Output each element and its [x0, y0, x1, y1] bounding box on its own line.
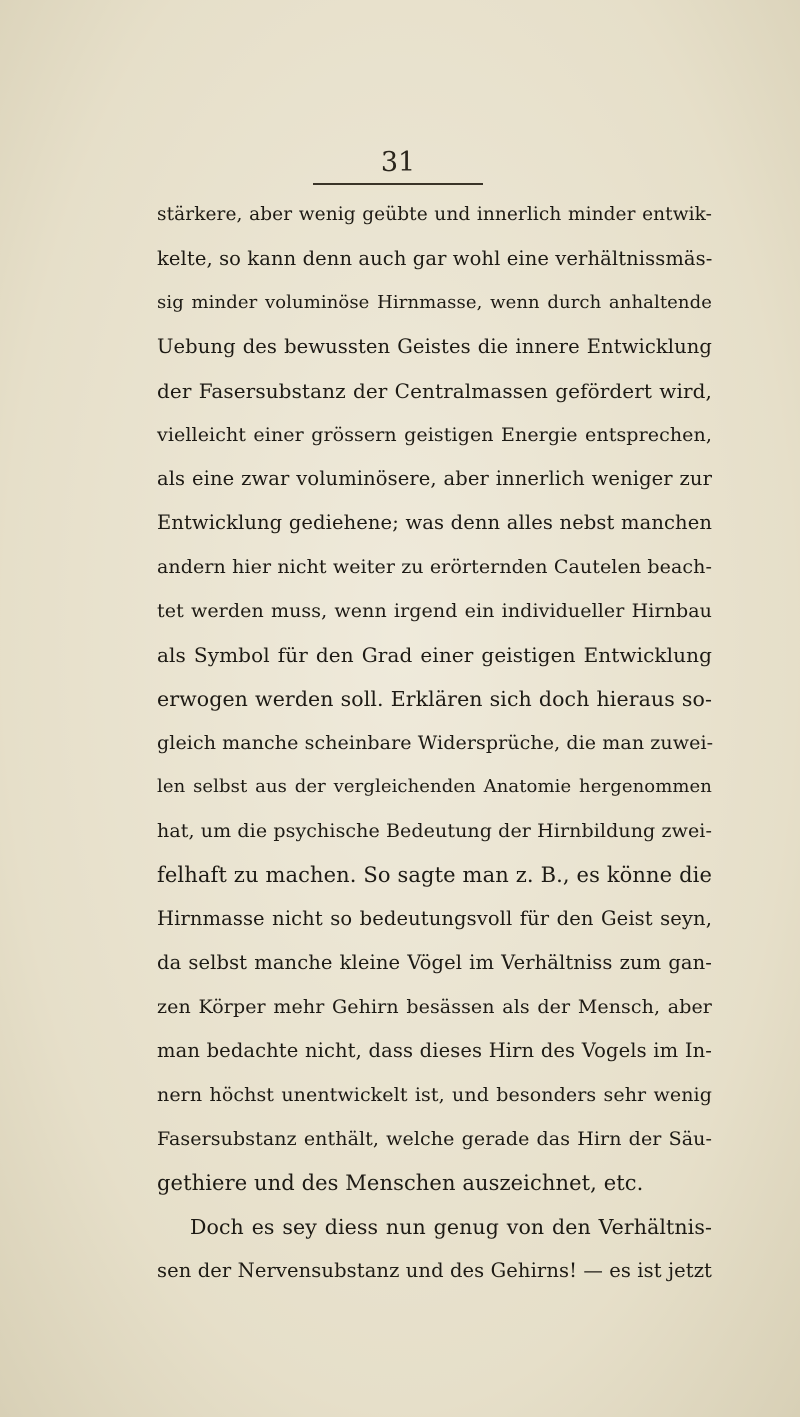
text-line: Uebung des bewussten Geistes die innere Entwicklung — [157, 335, 712, 358]
page-number: 31 — [380, 147, 416, 178]
paragraph-start-line: Doch es sey diess nun genug von den Verhältnis- — [190, 1215, 712, 1239]
text-line: Entwicklung gediehene; was denn alles nebst manchen — [157, 511, 712, 534]
text-line: sig minder voluminöse Hirnmasse, wenn durch anhaltende — [157, 292, 712, 313]
text-line: gethiere und des Menschen auszeichnet, etc. — [157, 1171, 644, 1195]
text-line: nern höchst unentwickelt ist, und besonders sehr wenig — [157, 1084, 712, 1106]
text-line: tet werden muss, wenn irgend ein individueller Hirnbau — [157, 600, 712, 622]
text-line: der Fasersubstanz der Centralmassen gefördert wird, — [157, 379, 712, 403]
text-line: als eine zwar voluminösere, aber innerlich weniger zur — [157, 467, 712, 490]
text-line: stärkere, aber wenig geübte und innerlich minder entwik- — [157, 204, 712, 225]
text-line: zen Körper mehr Gehirn besässen als der Mensch, aber — [157, 996, 712, 1018]
text-line: hat, um die psychische Bedeutung der Hirnbildung zwei- — [157, 820, 712, 842]
text-line: len selbst aus der vergleichenden Anatomie hergenommen — [157, 776, 712, 797]
text-line: als Symbol für den Grad einer geistigen Entwicklung — [157, 643, 712, 667]
text-line: felhaft zu machen. So sagte man z. B., es könne die — [157, 863, 712, 887]
text-line: Hirnmasse nicht so bedeutungsvoll für den Geist seyn, — [157, 907, 712, 930]
text-line: da selbst manche kleine Vögel im Verhältniss zum gan- — [157, 951, 712, 974]
text-line: man bedachte nicht, dass dieses Hirn des Vogels im In- — [157, 1039, 712, 1062]
text-line: vielleicht einer grössern geistigen Energie entsprechen, — [157, 424, 712, 446]
text-line: erwogen werden soll. Erklären sich doch hieraus so- — [157, 687, 712, 711]
text-line: Fasersubstanz enthält, welche gerade das Hirn der Säu- — [157, 1128, 712, 1150]
text-line: sen der Nervensubstanz und des Gehirns! — es ist jetzt — [157, 1259, 712, 1282]
text-line: kelte, so kann denn auch gar wohl eine verhältnissmäs- — [157, 247, 713, 270]
text-line: gleich manche scheinbare Widersprüche, die man zuwei- — [157, 732, 714, 754]
text-line: andern hier nicht weiter zu erörternden Cautelen beach- — [157, 556, 712, 578]
header-rule — [313, 183, 483, 185]
